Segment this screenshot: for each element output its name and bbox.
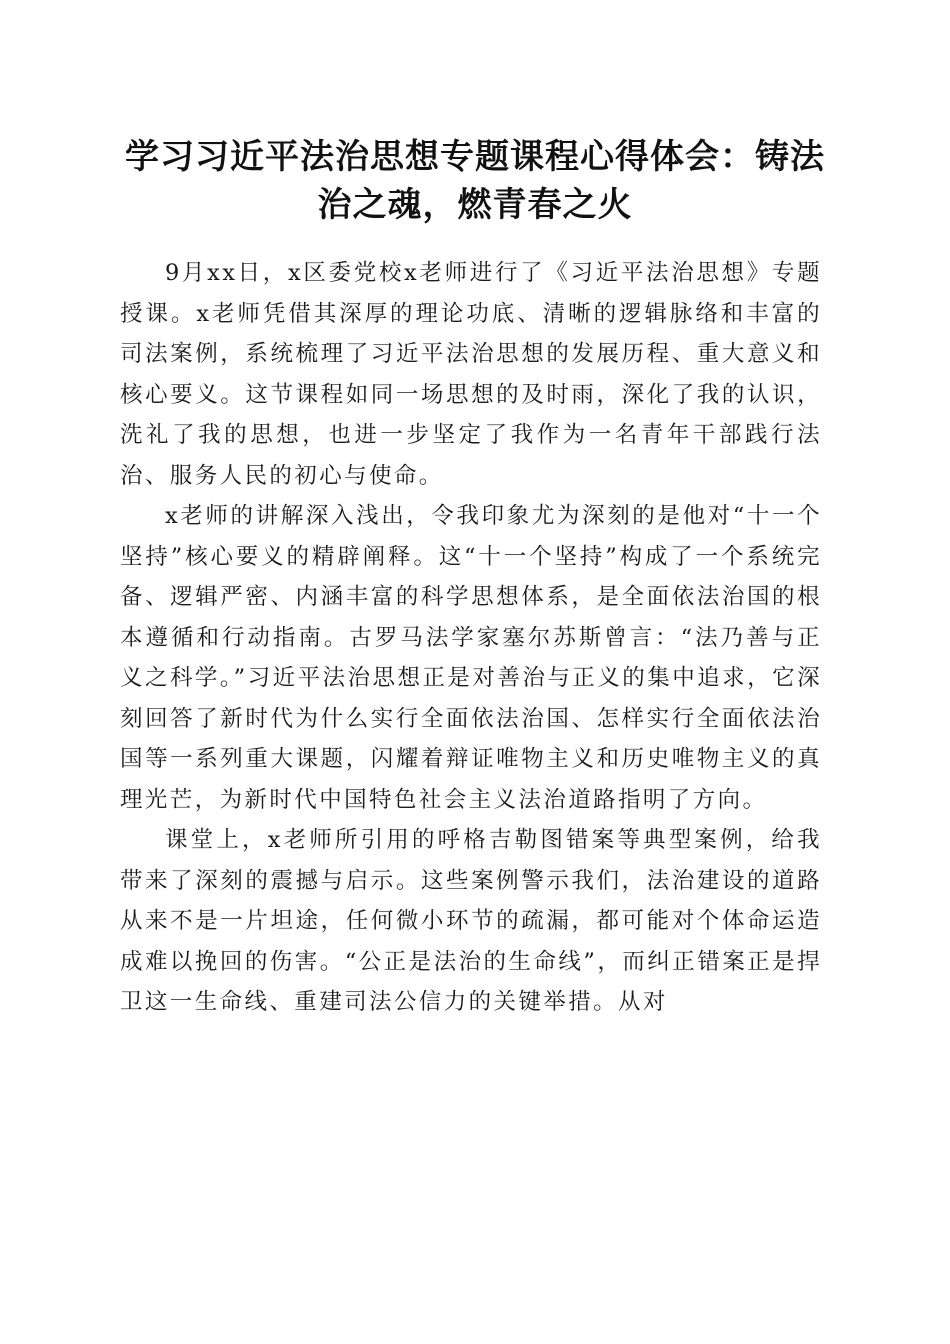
document-body: [120, 253, 822, 1023]
paragraph-1: 9月xx日，x区委党校x老师进行了《习近平法治思想》专题授课。x老师凭借其深厚的理论功底、清晰的逻辑脉络和丰富的司法案例，系统梳理了习近平法治思想的发展历程、重大意义和核心要义。这节课程如同一场思想的及时雨，深化了我的认识，洗礼了我的思想，也进一步坚定了我作为一名青年干部践行法治、服务人民的初心与使命。: [120, 260, 822, 489]
document-title: 学习习近平法治思想专题课程心得体会：铸法治之魂，燃青春之火: [125, 137, 825, 225]
paragraph-3: 课堂上，x老师所引用的呼格吉勒图错案等典型案例，给我带来了深刻的震撼与启示。这些案例警示我们，法治建设的道路从来不是一片坦途，任何微小环节的疏漏，都可能对个体命运造成难以挽回的伤害。“公正是法治的生命线”，而纠正错案正是捍卫这一生命线、重建司法公信力的关键举措。从对: [120, 827, 822, 1015]
paragraph-2: x老师的讲解深入浅出，令我印象尤为深刻的是他对“十一个坚持”核心要义的精辟阐释。这“十一个坚持”构成了一个系统完备、逻辑严密、内涵丰富的科学思想体系，是全面依法治国的根本遵循和行动指南。古罗马法学家塞尔苏斯曾言：“法乃善与正义之科学。”习近平法治思想正是对善治与正义的集中追求，它深刻回答了新时代为什么实行全面依法治国、怎样实行全面依法治国等一系列重大课题，闪耀着辩证唯物主义和历史唯物主义的真理光芒，为新时代中国特色社会主义法治道路指明了方向。: [120, 503, 822, 813]
